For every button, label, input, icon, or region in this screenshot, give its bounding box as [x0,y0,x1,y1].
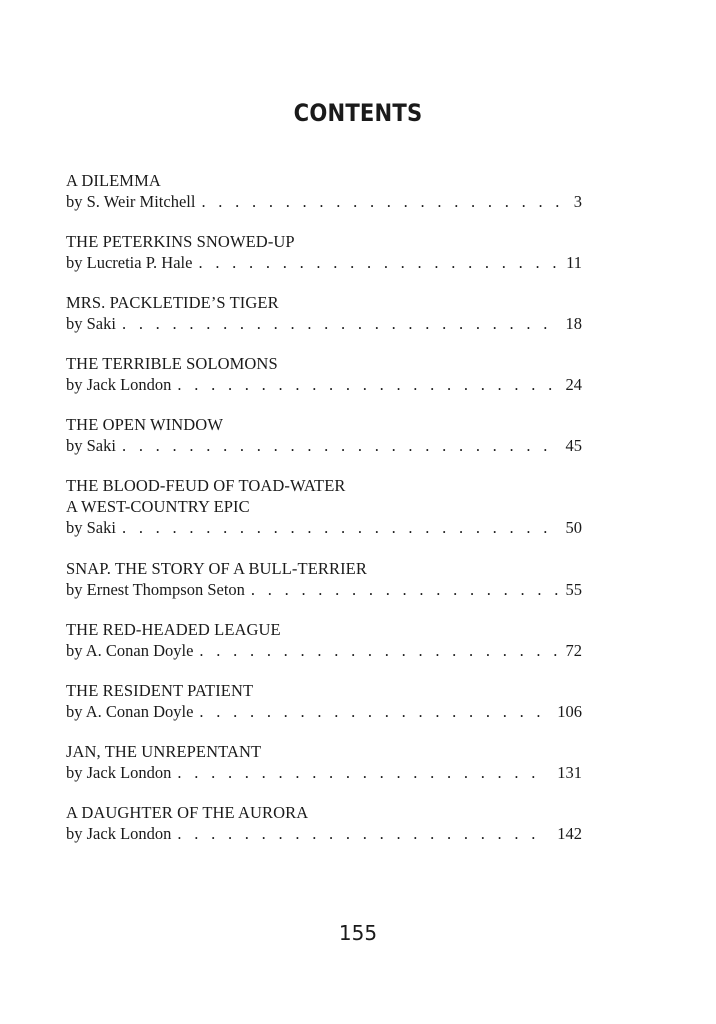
story-title: SNAP. THE STORY OF A BULL-TERRIER [66,559,367,578]
page-number: 3 [573,192,582,211]
page-number: 55 [565,580,582,599]
author-line [66,252,582,273]
toc-entry [66,475,582,538]
toc-entry [66,292,582,334]
story-title: THE OPEN WINDOW [66,415,224,434]
story-title: THE RED-HEADED LEAGUE [66,620,281,639]
author-line [66,517,582,538]
author-name: by Lucretia P. Hale [66,253,193,272]
toc-entry [66,619,582,661]
story-title: A DAUGHTER OF THE AURORA [66,803,309,822]
toc-entry [66,170,582,212]
author-name: by Jack London [66,763,172,782]
dot-leader [199,640,557,661]
page-number: 24 [565,375,582,394]
dot-leader [177,823,549,844]
story-title: MRS. PACKLETIDE’S TIGER [66,293,279,312]
author-line [66,435,582,456]
dot-leader [201,191,565,212]
page-number: 72 [565,641,582,660]
author-name: by Ernest Thompson Seton [66,580,245,599]
story-title: THE BLOOD-FEUD OF TOAD-WATER [66,476,346,495]
author-name: by Saki [66,314,116,333]
dot-leader [122,435,558,456]
story-title: THE TERRIBLE SOLOMONS [66,354,278,373]
toc-entry [66,353,582,395]
author-line [66,640,582,661]
author-name: by S. Weir Mitchell [66,192,196,211]
story-subtitle: A WEST-COUNTRY EPIC [66,497,250,516]
dot-leader [122,313,558,334]
page-number: 106 [557,702,582,721]
story-title: THE PETERKINS SNOWED-UP [66,232,295,251]
author-line [66,313,582,334]
toc-entry [66,558,582,600]
author-line [66,191,582,212]
page-folio-number: 155 [338,921,378,945]
page-number: 142 [557,824,582,843]
dot-leader [177,374,557,395]
page-title: CONTENTS [293,99,423,127]
toc-entry [66,741,582,783]
toc-entry [66,414,582,456]
dot-leader [251,579,558,600]
dot-leader [198,252,558,273]
author-name: by Jack London [66,375,172,394]
dot-leader [199,701,549,722]
table-of-contents [66,170,582,863]
page-number: 131 [557,763,582,782]
page-number: 11 [566,253,582,272]
toc-entry [66,802,582,844]
story-title: JAN, THE UNREPENTANT [66,742,262,761]
page-number: 45 [565,436,582,455]
author-line [66,701,582,722]
page-number: 50 [565,518,582,537]
author-name: by Saki [66,436,116,455]
dot-leader [177,762,549,783]
toc-entry [66,680,582,722]
story-title: A DILEMMA [66,171,161,190]
author-line [66,762,582,783]
author-name: by A. Conan Doyle [66,641,194,660]
author-line [66,579,582,600]
author-name: by Saki [66,518,116,537]
author-name: by A. Conan Doyle [66,702,194,721]
dot-leader [122,517,558,538]
page-number: 18 [565,314,582,333]
toc-entry [66,231,582,273]
author-line [66,374,582,395]
author-line [66,823,582,844]
author-name: by Jack London [66,824,172,843]
story-title: THE RESIDENT PATIENT [66,681,254,700]
